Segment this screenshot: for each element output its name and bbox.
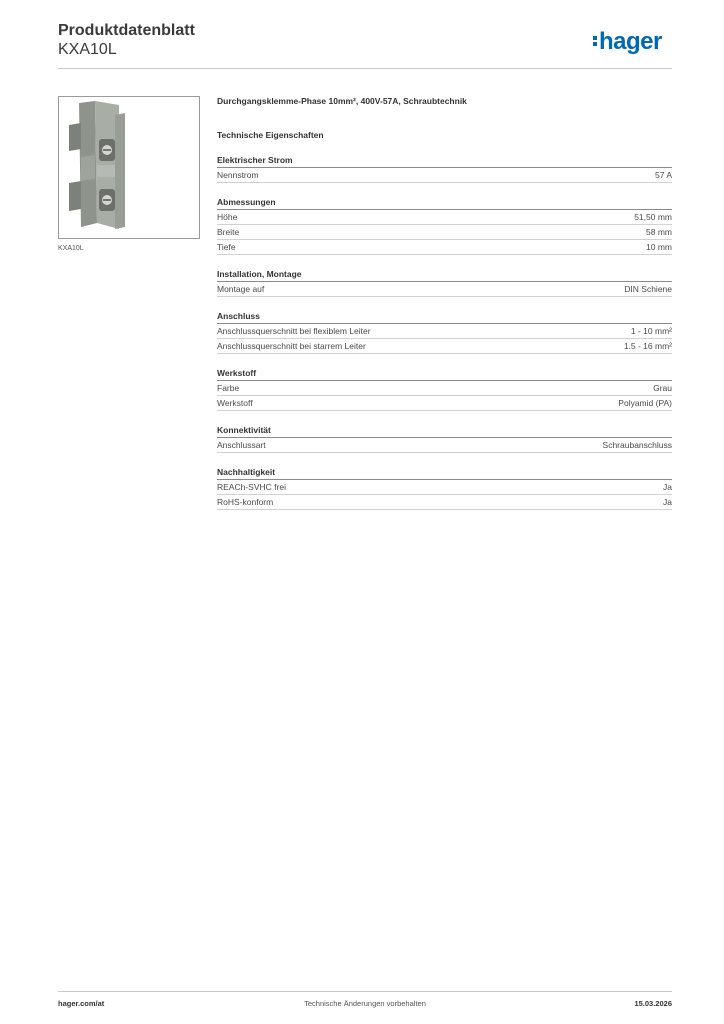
article-number: KXA10L	[58, 41, 117, 58]
row-label: Anschlussquerschnitt bei starrem Leiter	[217, 341, 366, 351]
footer-notice: Technische Änderungen vorbehalten	[304, 999, 426, 1008]
row-value: Grau	[653, 383, 672, 393]
row-value: 10 mm	[646, 242, 672, 252]
table-row	[217, 480, 672, 495]
table-row	[217, 168, 672, 183]
row-value: 58 mm	[646, 227, 672, 237]
row-label: Werkstoff	[217, 398, 253, 408]
document-header	[58, 21, 195, 59]
product-image-caption: KXA10L	[58, 245, 84, 252]
section-elektrischer-strom	[217, 155, 672, 183]
product-data-content	[217, 96, 672, 510]
row-value: DIN Schiene	[624, 284, 672, 294]
row-label: REACh-SVHC frei	[217, 482, 286, 492]
row-value: Polyamid (PA)	[618, 398, 672, 408]
logo-text: hager	[599, 28, 662, 55]
row-label: Höhe	[217, 212, 238, 222]
footer-website-link[interactable]: hager.com/at	[58, 999, 105, 1008]
section-nachhaltigkeit	[217, 467, 672, 510]
row-value: Ja	[663, 497, 672, 507]
section-title: Abmessungen	[217, 197, 672, 210]
row-value: 57 A	[654, 170, 672, 180]
table-row	[217, 282, 672, 297]
table-row	[217, 225, 672, 240]
section-title: Elektrischer Strom	[217, 155, 672, 168]
logo-dots-icon	[593, 34, 597, 48]
section-title: Konnektivität	[217, 425, 672, 438]
table-row	[217, 495, 672, 510]
footer-divider	[58, 991, 672, 992]
row-value: 51,50 mm	[634, 212, 672, 222]
section-konnektivitaet	[217, 425, 672, 453]
table-row	[217, 396, 672, 411]
row-label: Anschlussart	[217, 440, 266, 450]
footer-date: 15.03.2026	[634, 999, 672, 1008]
row-value: Schraubanschluss	[602, 440, 672, 450]
section-title: Anschluss	[217, 311, 672, 324]
row-label: Breite	[217, 227, 240, 237]
row-value: 1.5 - 16 mm²	[623, 341, 672, 351]
section-title: Werkstoff	[217, 368, 672, 381]
table-row	[217, 438, 672, 453]
row-label: Nennstrom	[217, 170, 259, 180]
properties-heading: Technische Eigenschaften	[217, 130, 324, 140]
table-row	[217, 324, 672, 339]
table-row	[217, 339, 672, 354]
header-divider	[58, 68, 672, 69]
section-abmessungen	[217, 197, 672, 255]
row-label: Farbe	[217, 383, 240, 393]
row-label: Montage auf	[217, 284, 265, 294]
row-value: Ja	[663, 482, 672, 492]
section-installation-montage	[217, 269, 672, 297]
hager-logo	[593, 28, 662, 56]
section-werkstoff	[217, 368, 672, 411]
section-title: Installation, Montage	[217, 269, 672, 282]
row-value: 1 - 10 mm²	[630, 326, 672, 336]
row-label: RoHS-konform	[217, 497, 274, 507]
table-row	[217, 240, 672, 255]
terminal-block-icon	[59, 97, 199, 238]
section-anschluss	[217, 311, 672, 354]
table-row	[217, 210, 672, 225]
table-row	[217, 381, 672, 396]
document-title: Produktdatenblatt	[58, 22, 195, 39]
row-label: Anschlussquerschnitt bei flexiblem Leiter	[217, 326, 371, 336]
section-title: Nachhaltigkeit	[217, 467, 672, 480]
row-label: Tiefe	[217, 242, 236, 252]
product-image	[58, 96, 200, 239]
product-description: Durchgangsklemme-Phase 10mm², 400V-57A, Schraubtechnik	[217, 96, 467, 106]
